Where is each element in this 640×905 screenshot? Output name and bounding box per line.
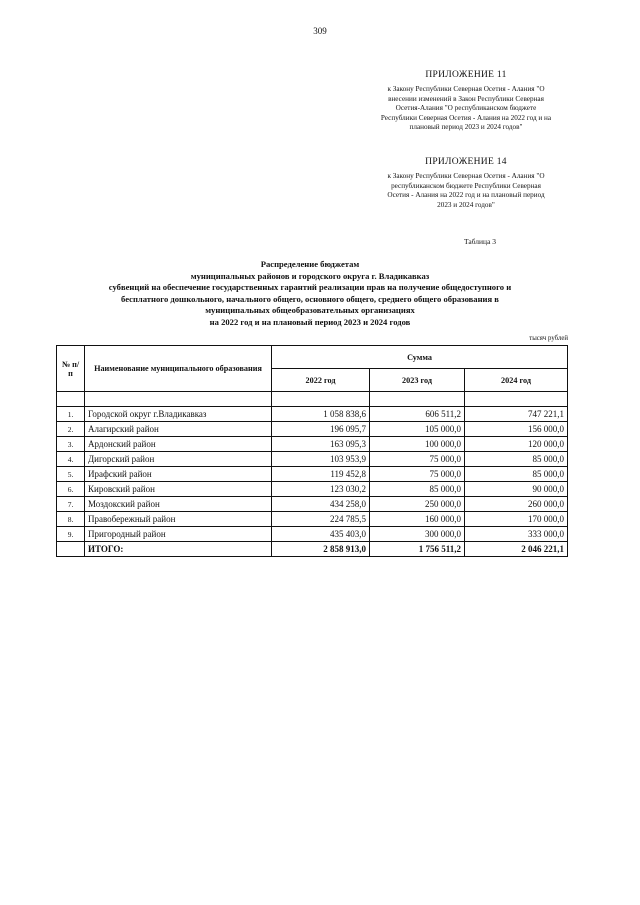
value-2022: 1 058 838,6 xyxy=(272,407,370,422)
heading-line: на 2022 год и на плановый период 2023 и 2024 годов xyxy=(209,316,411,327)
municipality-name: Ардонский район xyxy=(85,437,272,452)
header-year-2023: 2023 год xyxy=(370,369,465,392)
table-row xyxy=(57,512,568,527)
document-heading xyxy=(56,259,564,329)
heading-line: субвенций на обеспечение государственных гарантий реализации прав на получение общедоступного и xyxy=(108,282,512,293)
header-year-2024: 2024 год xyxy=(465,369,568,392)
value-2023: 606 511,2 xyxy=(370,407,465,422)
appendix-11-line: к Закону Республики Северная Осетия - Алания "О xyxy=(387,85,545,93)
empty-cell xyxy=(465,392,568,407)
row-number: 6. xyxy=(57,482,85,497)
value-2022: 435 403,0 xyxy=(272,527,370,542)
row-number: 9. xyxy=(57,527,85,542)
empty-cell xyxy=(57,392,85,407)
appendix-11-line: Осетия-Алания "О республиканском бюджете xyxy=(395,104,537,113)
table-row xyxy=(57,437,568,452)
municipality-name: Правобережный район xyxy=(85,512,272,527)
header-sum: Сумма xyxy=(272,346,568,369)
value-2022: 163 095,3 xyxy=(272,437,370,452)
spacer-row xyxy=(57,392,568,407)
value-2023: 250 000,0 xyxy=(370,497,465,512)
value-2022: 103 953,9 xyxy=(272,452,370,467)
row-number: 3. xyxy=(57,437,85,452)
table-row xyxy=(57,497,568,512)
value-2023: 160 000,0 xyxy=(370,512,465,527)
appendix-14-line: республиканском бюджете Республики Северная xyxy=(391,181,541,190)
total-2024: 2 046 221,1 xyxy=(465,542,568,557)
table-row xyxy=(57,482,568,497)
value-2024: 333 000,0 xyxy=(465,527,568,542)
appendix-14-text xyxy=(360,172,572,210)
value-2022: 224 785,5 xyxy=(272,512,370,527)
value-2022: 434 258,0 xyxy=(272,497,370,512)
row-number: 4. xyxy=(57,452,85,467)
table-row xyxy=(57,422,568,437)
total-2022: 2 858 913,0 xyxy=(272,542,370,557)
total-label: ИТОГО: xyxy=(85,542,272,557)
table-row xyxy=(57,407,568,422)
empty-cell xyxy=(85,392,272,407)
appendix-11-text xyxy=(360,85,572,133)
value-2022: 123 030,2 xyxy=(272,482,370,497)
heading-line: муниципальных общеобразовательных организациях xyxy=(205,305,415,316)
municipality-name: Ирафский район xyxy=(85,467,272,482)
municipality-name: Моздокский район xyxy=(85,497,272,512)
municipality-name: Дигорский район xyxy=(85,452,272,467)
header-name: Наименование муниципального образования xyxy=(85,346,272,392)
value-2024: 170 000,0 xyxy=(465,512,568,527)
row-number: 5. xyxy=(57,467,85,482)
appendix-11-line: Республики Северная Осетия - Алания на 2022 год и на xyxy=(380,113,552,122)
appendix-14-line: к Закону Республики Северная Осетия - Алания "О xyxy=(387,172,545,180)
appendix-11-line: плановый период 2023 и 2024 годов" xyxy=(409,123,523,132)
municipality-name: Пригородный район xyxy=(85,527,272,542)
appendix-14-line: Осетия - Алания на 2022 год и на плановый период xyxy=(387,191,545,200)
header-num: № п/п xyxy=(57,346,85,392)
units-label: тысяч рублей xyxy=(529,335,568,342)
heading-line: Распределение бюджетам xyxy=(260,259,360,269)
heading-line: бесплатного дошкольного, начального общего, основного общего, среднего общего образования в xyxy=(121,293,499,304)
table-row xyxy=(57,467,568,482)
table-row xyxy=(57,527,568,542)
row-number: 7. xyxy=(57,497,85,512)
value-2024: 156 000,0 xyxy=(465,422,568,437)
value-2024: 90 000,0 xyxy=(465,482,568,497)
value-2023: 75 000,0 xyxy=(370,452,465,467)
appendix-11-block xyxy=(360,70,572,133)
appendix-14-block xyxy=(360,157,572,210)
value-2024: 260 000,0 xyxy=(465,497,568,512)
appendix-14-line: 2023 и 2024 годов" xyxy=(437,200,495,209)
value-2024: 120 000,0 xyxy=(465,437,568,452)
empty-cell xyxy=(57,542,85,557)
appendix-11-title: ПРИЛОЖЕНИЕ 11 xyxy=(425,70,507,80)
empty-cell xyxy=(272,392,370,407)
row-number: 2. xyxy=(57,422,85,437)
row-number: 1. xyxy=(57,407,85,422)
page-number: 309 xyxy=(313,26,327,36)
value-2023: 85 000,0 xyxy=(370,482,465,497)
total-2023: 1 756 511,2 xyxy=(370,542,465,557)
table-label: Таблица 3 xyxy=(463,237,497,246)
value-2024: 85 000,0 xyxy=(465,467,568,482)
municipality-name: Кировский район xyxy=(85,482,272,497)
row-number: 8. xyxy=(57,512,85,527)
heading-line: муниципальных районов и городского округа г. Владикавказ xyxy=(190,270,430,281)
budget-table xyxy=(56,345,568,557)
table-row xyxy=(57,452,568,467)
total-row xyxy=(57,542,568,557)
header-year-2022: 2022 год xyxy=(272,369,370,392)
value-2024: 85 000,0 xyxy=(465,452,568,467)
appendix-14-title: ПРИЛОЖЕНИЕ 14 xyxy=(425,157,507,167)
empty-cell xyxy=(370,392,465,407)
value-2023: 105 000,0 xyxy=(370,422,465,437)
municipality-name: Городской округ г.Владикавказ xyxy=(85,407,272,422)
value-2023: 100 000,0 xyxy=(370,437,465,452)
value-2023: 300 000,0 xyxy=(370,527,465,542)
value-2023: 75 000,0 xyxy=(370,467,465,482)
value-2024: 747 221,1 xyxy=(465,407,568,422)
appendix-11-line: внесении изменений в Закон Республики Северная xyxy=(388,94,544,103)
municipality-name: Алагирский район xyxy=(85,422,272,437)
value-2022: 119 452,8 xyxy=(272,467,370,482)
value-2022: 196 095,7 xyxy=(272,422,370,437)
